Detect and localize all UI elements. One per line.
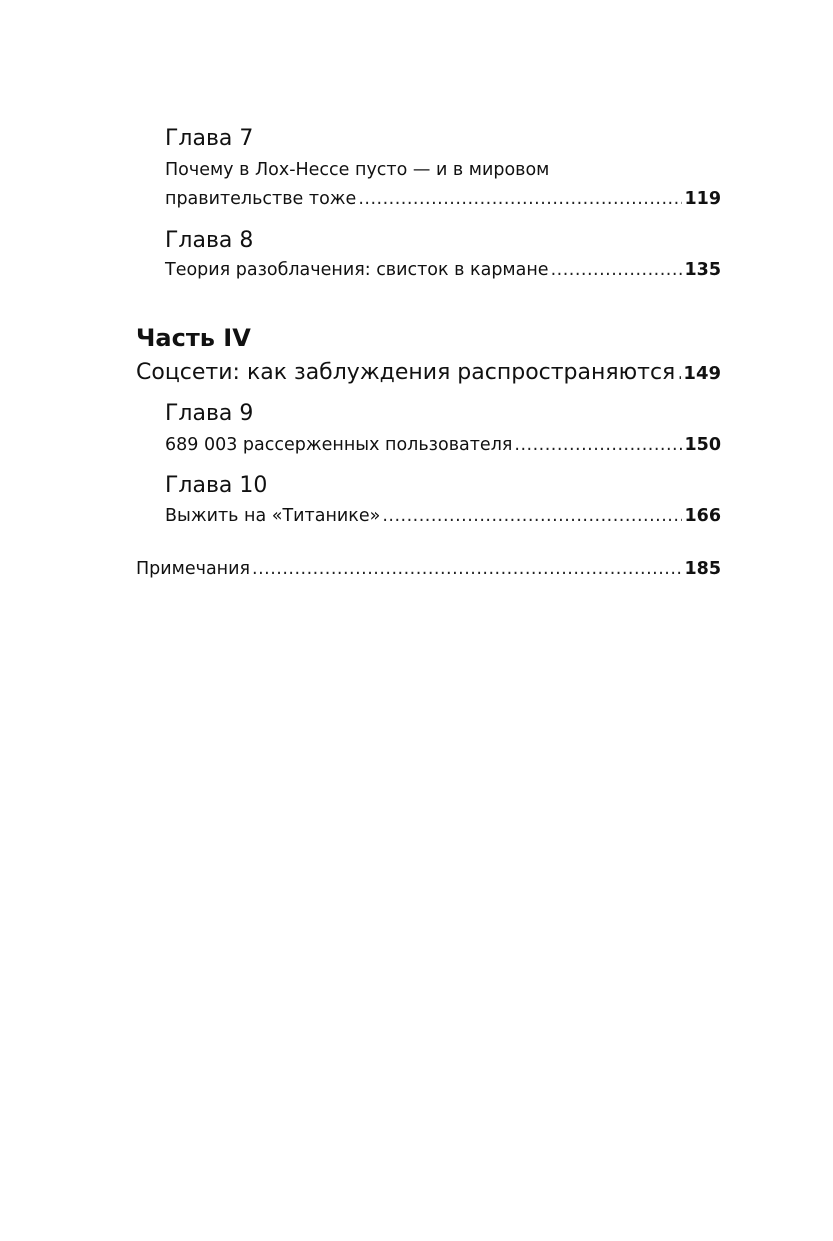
chapter-10-title: Выжить на «Титанике» xyxy=(165,506,381,526)
part-4-title: Соцсети: как заблуждения распространяются xyxy=(136,360,676,385)
notes-entry[interactable] xyxy=(136,555,721,583)
part-4-page-number: 149 xyxy=(683,363,721,384)
chapter-7-title-line1: Почему в Лох-Нессе пусто — и в мировом xyxy=(165,160,550,180)
chapter-10-page-number: 166 xyxy=(684,506,721,526)
notes-page-number: 185 xyxy=(684,559,721,579)
chapter-7-label: Глава 7 xyxy=(165,126,254,151)
chapter-9-title: 689 003 рассерженных пользователя xyxy=(165,435,513,455)
chapter-10-label: Глава 10 xyxy=(165,473,268,498)
chapter-7-title-line2: правительстве тоже xyxy=(165,189,357,209)
chapter-8-entry[interactable] xyxy=(165,256,721,284)
chapter-7-entry[interactable] xyxy=(165,185,721,213)
chapter-9-entry[interactable] xyxy=(165,431,721,459)
leader-dots xyxy=(382,502,682,530)
leader-dots xyxy=(677,358,681,388)
chapter-9-label: Глава 9 xyxy=(165,401,254,426)
notes-title: Примечания xyxy=(136,559,251,579)
part-4-label: Часть IV xyxy=(136,324,251,352)
leader-dots xyxy=(252,555,682,583)
part-4-entry[interactable] xyxy=(136,358,721,389)
chapter-8-title: Теория разоблачения: свисток в кармане xyxy=(165,260,549,280)
chapter-9-page-number: 150 xyxy=(684,435,721,455)
leader-dots xyxy=(358,185,682,213)
leader-dots xyxy=(514,431,682,459)
leader-dots xyxy=(551,256,683,284)
chapter-7-page-number: 119 xyxy=(684,189,721,209)
chapter-10-entry[interactable] xyxy=(165,502,721,530)
chapter-8-page-number: 135 xyxy=(684,260,721,280)
chapter-8-label: Глава 8 xyxy=(165,228,254,253)
